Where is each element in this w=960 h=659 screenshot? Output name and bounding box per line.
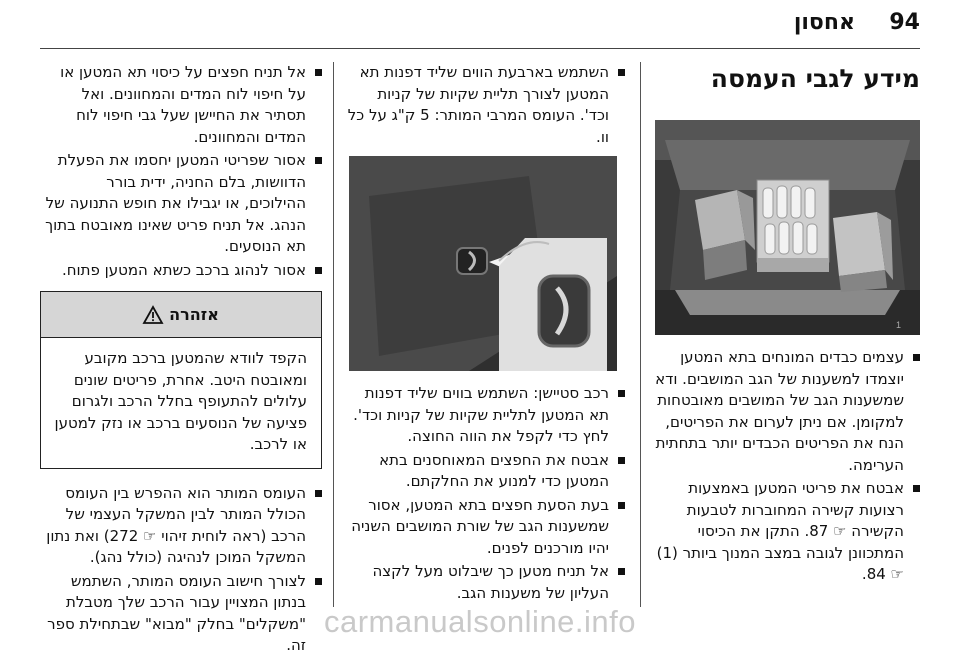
list-item-text: אסור לנהוג ברכב כשתא המטען פתוח. bbox=[61, 260, 306, 279]
list-item-text: לצורך חישוב העומס המותר, השתמש בנתון המצויין עבור הרכב שלך מטבלת "משקלים" בחלק "מבוא" שבתחילת ספר זה. bbox=[47, 571, 306, 654]
list-item-text: אבטח את פריטי המטען באמצעות רצועות קשירה המחוברות לטבעות הקשירה ☞ 87. התקן את הכיסוי המתכוונן לגובה במצב המנוך ביותר (1) ☞ 84. bbox=[656, 479, 904, 583]
list-item bbox=[655, 347, 920, 476]
bullet-square-icon bbox=[913, 485, 920, 492]
chapter-title: אחסון bbox=[793, 10, 855, 35]
hooks-info-list bbox=[345, 62, 625, 148]
trunk-cargo-photo bbox=[655, 120, 920, 335]
loading-info-list bbox=[655, 347, 920, 586]
bullet-square-icon bbox=[315, 69, 322, 76]
warning-box bbox=[40, 291, 322, 469]
list-item bbox=[40, 150, 322, 258]
cabin-safety-list bbox=[40, 62, 322, 281]
list-item-text: עצמים כבדים המונחים בתא המטען יוצמדו למשענות של הגב המושבים. ודא שמשענות הגב של המושבים מאובטחות למקומן. אם ניתן לערום את הפריטים, הנח את הפריטים הכבדים יותר בתחתית הערימה. bbox=[655, 348, 904, 474]
bullet-square-icon bbox=[913, 354, 920, 361]
warning-title: אזהרה bbox=[169, 304, 219, 324]
warning-header bbox=[41, 292, 321, 338]
trunk-cargo-illustration bbox=[655, 120, 920, 335]
list-item bbox=[40, 483, 322, 569]
list-item-text: אל תניח חפצים על כיסוי תא המטען או על חיפוי לוח המדים והמחוונים. ואל תסתיר את החיישן שעל גבי חיפוי לוח המדים והמחוונים. bbox=[60, 63, 306, 146]
list-item bbox=[40, 62, 322, 148]
list-item-text: אל תניח מטען כך שיבלוט מעל לקצה העליון של משענות הגב. bbox=[372, 562, 609, 602]
column-divider bbox=[640, 62, 641, 607]
list-item bbox=[40, 260, 322, 282]
warning-triangle-icon bbox=[143, 306, 163, 324]
bullet-square-icon bbox=[315, 157, 322, 164]
column-right bbox=[655, 62, 920, 588]
page-number: 94 bbox=[889, 10, 920, 35]
list-item-text: בעת הסעת חפצים בתא המטען, אסור שמשענות הגב של שורת המושבים השניה יהיו מורכנים לפנים. bbox=[351, 495, 609, 557]
section-heading: מידע לגבי העמסה bbox=[710, 64, 920, 93]
list-item bbox=[345, 561, 625, 604]
column-middle bbox=[345, 62, 625, 606]
bullet-square-icon bbox=[315, 267, 322, 274]
warning-text: הקפד לוודא שהמטען ברכב מקובע ומאובטח היטב. אחרת, פריטים שונים עלולים להתעופף בחלל הרכב ולגרום פציעה של הנוסעים ברכב או נזק למטען או לרכב. bbox=[54, 349, 307, 453]
list-item-text: רכב סטיישן: השתמש בווים שליד דפנות תא המטען לתליית שקיות של קניות וכד'. לחץ כדי לקפל את הווה החוצה. bbox=[353, 384, 609, 445]
bullet-square-icon bbox=[315, 490, 322, 497]
list-item-text: העומס המותר הוא ההפרש בין העומס הכולל המותר לבין המשקל העצמי של הרכב (ראה לוחית זיהוי ☞ 272) ואת נתון המשקל המוכן לנהיגה (כולל נהג). bbox=[46, 483, 306, 566]
column-divider bbox=[333, 62, 334, 607]
bullet-square-icon bbox=[618, 390, 625, 397]
page-header bbox=[0, 0, 960, 46]
list-item bbox=[345, 62, 625, 148]
bullet-square-icon bbox=[618, 69, 625, 76]
list-item bbox=[655, 478, 920, 586]
bullet-square-icon bbox=[618, 457, 625, 464]
bullet-square-icon bbox=[618, 502, 625, 509]
site-watermark: carmanualsonline.info bbox=[323, 604, 637, 639]
bullet-square-icon bbox=[618, 568, 625, 575]
list-item-text: השתמש בארבעת הווים שליד דפנות תא המטען לצורך תליית שקיות של קניות וכד'. העומס המרבי המותר: 5 ק"ג על כל וו. bbox=[347, 63, 609, 146]
header-divider bbox=[40, 48, 920, 49]
column-left bbox=[40, 62, 322, 659]
list-item-text: אסור שפריטי המטען יחסמו את הפעלת הדוושות, בלם החניה, ידית בורר ההילוכים, או יגבילו את חופש התנועה של הנהג. אל תניח פריט שאינו מאובטח בתוך תא הנוסעים. bbox=[45, 151, 306, 255]
trunk-hook-photo bbox=[349, 156, 617, 371]
cargo-rules-list bbox=[345, 383, 625, 604]
list-item bbox=[345, 495, 625, 560]
bullet-square-icon bbox=[315, 578, 322, 585]
trunk-hook-illustration bbox=[349, 156, 617, 371]
list-item bbox=[345, 383, 625, 448]
svg-text:1: 1 bbox=[895, 320, 901, 330]
list-item-text: אבטח את החפצים המאוחסנים בתא המטען כדי למנוע את החלקתם. bbox=[379, 450, 609, 490]
list-item bbox=[345, 450, 625, 493]
